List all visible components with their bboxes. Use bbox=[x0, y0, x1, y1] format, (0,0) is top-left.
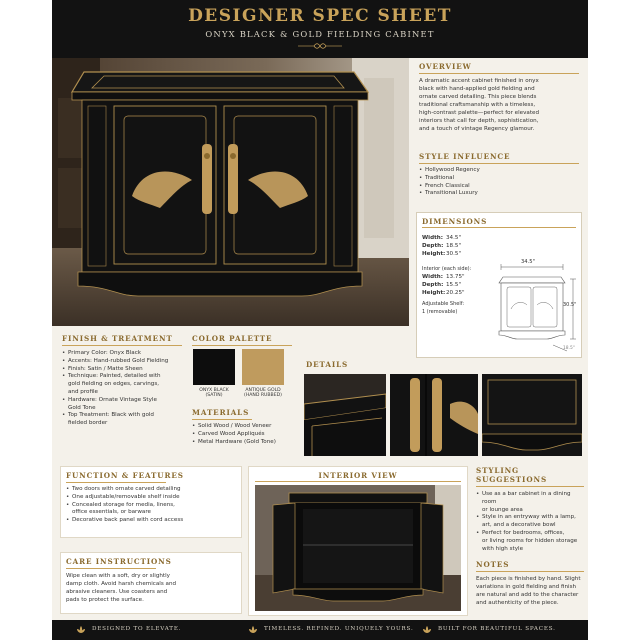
style-item: • Transitional Luxury bbox=[419, 190, 579, 198]
notes-title: NOTES bbox=[476, 560, 510, 569]
function-item: • Decorative back panel with cord access bbox=[66, 517, 236, 525]
dimensions-rule bbox=[422, 227, 576, 228]
overview-line: traditional craftsmanship with a timeless, bbox=[419, 102, 536, 108]
notes-line: variations in gold fielding and finish bbox=[476, 584, 577, 590]
header-banner bbox=[52, 0, 588, 58]
finish-item-cont: gold fielding on edges, carvings, bbox=[68, 381, 160, 388]
swatch-sub: (SATIN) bbox=[205, 393, 223, 398]
styling-rule bbox=[476, 486, 584, 487]
details-title: DETAILS bbox=[306, 360, 349, 369]
care-section bbox=[60, 552, 242, 614]
care-line: pads to protect the surface. bbox=[66, 597, 144, 603]
swatch-name: ANTIQUE GOLD bbox=[245, 388, 281, 393]
outer-dimensions bbox=[422, 234, 492, 258]
swatch-onyx bbox=[193, 349, 235, 385]
style-item: • Hollywood Regency bbox=[419, 167, 579, 175]
function-item: • Concealed storage for media, linens, bbox=[66, 502, 236, 510]
finish-title: FINISH & TREATMENT bbox=[62, 334, 173, 343]
diagram-height-label: 30.5" bbox=[563, 302, 577, 308]
palette-section bbox=[192, 334, 292, 346]
notes-line: are natural and add to the character bbox=[476, 592, 579, 598]
overview-line: and a touch of vintage Regency glamour. bbox=[419, 126, 535, 132]
dimensions-section bbox=[416, 212, 582, 358]
swatch-gold bbox=[242, 349, 284, 385]
detail-photo-top-corner bbox=[304, 374, 386, 456]
shelf-label: Adjustable Shelf: bbox=[422, 301, 464, 307]
interior-view-title: INTERIOR VIEW bbox=[318, 471, 398, 480]
interior-title: Interior (each side): bbox=[422, 266, 472, 272]
care-line: abrasive cleaners. Use coasters and bbox=[66, 589, 168, 595]
styling-title: STYLING SUGGESTIONS bbox=[476, 466, 548, 484]
overview-line: ornate carved detailing. This piece blends bbox=[419, 94, 537, 100]
dim-value: 13.75" bbox=[446, 274, 465, 280]
style-influence-rule bbox=[419, 163, 579, 164]
style-item: • Traditional bbox=[419, 175, 579, 183]
interior-photo bbox=[255, 485, 461, 611]
finish-item: • Finish: Satin / Matte Sheen bbox=[62, 366, 237, 374]
interior-section bbox=[248, 466, 468, 616]
detail-photo-base bbox=[482, 374, 582, 456]
dim-value: 30.5" bbox=[446, 251, 462, 257]
overview-line: A dramatic accent cabinet finished in onyx bbox=[419, 78, 539, 84]
dim-value: 18.5" bbox=[446, 243, 462, 249]
detail-photo-hardware bbox=[390, 374, 478, 456]
function-item: • One adjustable/removable shelf inside bbox=[66, 494, 236, 502]
overview-section bbox=[419, 62, 579, 133]
notes-line: Each piece is finished by hand. Slight bbox=[476, 576, 581, 582]
care-line: damp cloth. Avoid harsh chemicals and bbox=[66, 581, 177, 587]
function-section bbox=[60, 466, 242, 538]
dim-label: Height: bbox=[422, 251, 446, 257]
dim-label: Width: bbox=[422, 235, 443, 241]
finish-item: • Accents: Hand-rubbed Gold Fielding bbox=[62, 358, 237, 366]
lotus-icon bbox=[248, 625, 258, 635]
dim-label: Depth: bbox=[422, 282, 444, 288]
shelf-value: 1 (removable) bbox=[422, 309, 458, 315]
palette-rule bbox=[192, 345, 292, 346]
overview-rule bbox=[419, 73, 579, 74]
swatch-name: ONYX BLACK bbox=[199, 388, 229, 393]
style-item: • French Classical bbox=[419, 183, 579, 191]
ornament-divider-icon bbox=[298, 42, 342, 50]
swatch-gold-caption bbox=[234, 388, 292, 398]
overview-line: high-contrast palette—perfect for elevated bbox=[419, 110, 540, 116]
dimensions-title: DIMENSIONS bbox=[422, 217, 488, 226]
notes-section bbox=[476, 560, 584, 607]
swatch-sub: (HAND RUBBED) bbox=[244, 393, 282, 398]
footer-left-text: DESIGNED TO ELEVATE. bbox=[92, 626, 182, 632]
spec-sheet bbox=[52, 0, 588, 640]
dim-value: 34.5" bbox=[446, 235, 462, 241]
hero-photo bbox=[52, 58, 409, 326]
finish-item-cont: Gold Tone bbox=[68, 404, 96, 411]
materials-title: MATERIALS bbox=[192, 408, 250, 417]
page-title: DESIGNER SPEC SHEET bbox=[188, 6, 452, 26]
materials-section bbox=[192, 408, 302, 446]
interior-dimensions bbox=[422, 265, 494, 316]
function-title: FUNCTION & FEATURES bbox=[66, 471, 184, 480]
dim-value: 15.5" bbox=[446, 282, 462, 288]
interior-view-rule bbox=[255, 481, 461, 482]
footer-center-text: TIMELESS. REFINED. UNIQUELY YOURS. bbox=[264, 626, 414, 632]
finish-rule bbox=[62, 345, 182, 346]
page-subtitle: ONYX BLACK & GOLD FIELDING CABINET bbox=[205, 29, 435, 39]
dim-label: Width: bbox=[422, 274, 443, 280]
overview-title: OVERVIEW bbox=[419, 62, 472, 71]
styling-item-cont: or living rooms for hidden storage bbox=[482, 537, 578, 544]
overview-line: black with hand-applied gold fielding and bbox=[419, 86, 535, 92]
palette-title: COLOR PALETTE bbox=[192, 334, 273, 343]
diagram-width-label: 34.5" bbox=[521, 259, 535, 265]
care-rule bbox=[66, 568, 156, 569]
function-rule bbox=[66, 482, 166, 483]
materials-rule bbox=[192, 419, 252, 420]
notes-rule bbox=[476, 571, 584, 572]
styling-item-cont: with high style bbox=[482, 545, 524, 552]
material-item: • Metal Hardware (Gold Tone) bbox=[192, 439, 302, 447]
material-item: • Solid Wood / Wood Veneer bbox=[192, 423, 302, 431]
care-title: CARE INSTRUCTIONS bbox=[66, 557, 172, 566]
styling-section bbox=[476, 466, 584, 553]
styling-item: • Perfect for bedrooms, offices, bbox=[476, 530, 584, 538]
style-influence-title: STYLE INFLUENCE bbox=[419, 152, 511, 161]
function-item: • Two doors with ornate carved detailing bbox=[66, 486, 236, 494]
notes-line: and authenticity of the piece. bbox=[476, 600, 559, 606]
styling-item: • Style in an entryway with a lamp, bbox=[476, 514, 584, 522]
finish-item: • Technique: Painted, detailed with bbox=[62, 373, 237, 381]
finish-item-cont: and profile bbox=[68, 388, 98, 395]
dim-value: 20.25" bbox=[446, 290, 465, 296]
styling-item-cont: or lounge area bbox=[482, 506, 523, 513]
finish-item: • Top Treatment: Black with gold bbox=[62, 412, 237, 420]
styling-item: • Use as a bar cabinet in a dining room bbox=[476, 491, 584, 507]
lotus-icon bbox=[76, 625, 86, 635]
diagram-depth-label: 18.5" bbox=[563, 346, 575, 351]
function-item-cont: office essentials, or barware bbox=[72, 509, 151, 516]
finish-item-cont: fielded border bbox=[68, 420, 108, 427]
care-line: Wipe clean with a soft, dry or slightly bbox=[66, 573, 170, 579]
finish-item: • Hardware: Ornate Vintage Style bbox=[62, 397, 237, 405]
footer-right-text: BUILT FOR BEAUTIFUL SPACES. bbox=[438, 626, 556, 632]
style-influence-section bbox=[419, 152, 579, 198]
dim-label: Height: bbox=[422, 290, 446, 296]
dim-label: Depth: bbox=[422, 243, 444, 249]
finish-item: • Primary Color: Onyx Black bbox=[62, 350, 237, 358]
styling-item-cont: art, and a decorative bowl bbox=[482, 522, 556, 529]
cabinet-photo-illustration bbox=[52, 58, 409, 326]
material-item: • Carved Wood Appliqués bbox=[192, 431, 302, 439]
overview-line: interiors that call for depth, sophistication, bbox=[419, 118, 539, 124]
lotus-icon bbox=[422, 625, 432, 635]
footer-banner bbox=[52, 620, 588, 640]
